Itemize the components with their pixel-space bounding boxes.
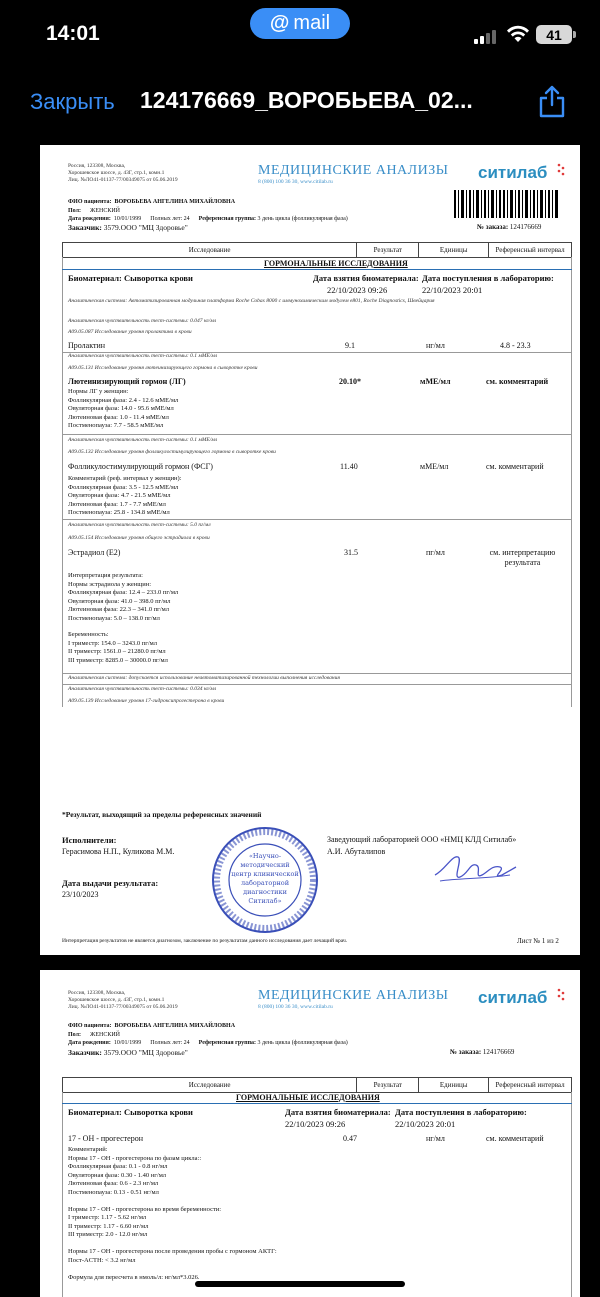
cellular-signal-icon (474, 28, 498, 44)
section-title: ГОРМОНАЛЬНЫЕ ИССЛЕДОВАНИЯ (264, 259, 408, 268)
status-bar (0, 0, 600, 70)
sheet-number: Лист № 1 из 2 (517, 937, 559, 945)
battery-level: 41 (546, 26, 562, 43)
e2-name: Эстрадиол (Е2) (68, 548, 121, 557)
at-sign-icon: @ (269, 12, 290, 34)
disclaimer: Интерпретация результатов не является диагнозом, заключение по результатам данного исследования дает лечащий врач. (62, 938, 348, 944)
issue-date: 23/10/2023 (62, 890, 99, 899)
footnote: *Результат, выходящий за пределы референсных значений (62, 810, 262, 819)
col-units: Единицы (419, 243, 489, 258)
sampling-date: 22/10/2023 09:26 (327, 285, 388, 295)
clock: 14:01 (46, 22, 100, 45)
code-lh: A09.05.131 Исследование уровня лютеинизирующего гормона в сыворотке крови (68, 365, 258, 371)
sampling-label: Дата взятия биоматериала: (285, 1107, 391, 1117)
lh-name: Лютеинизирующий гормон (ЛГ) (68, 377, 186, 386)
mail-app-pill[interactable] (250, 8, 350, 39)
lab-address: Россия, 123308, Москва, Хорошевское шоссе, д. 43Г, стр.1, комн.1 Лиц. №ЛО41-01137-77/00349075 от 05.06.2019 (68, 163, 178, 183)
brand-contacts: 8 (800) 100 36 30, www.citilab.ru (258, 1004, 333, 1010)
sensitivity-17oh: Аналитическая чувствительность тест-системы: 0.034 нг/мл (68, 686, 217, 692)
logo-dots-icon (556, 988, 566, 1002)
prl-ref: 4.8 - 23.3 (500, 341, 531, 350)
order-number: № заказа: 124176669 (477, 223, 542, 231)
e2-ref: см. интерпретацию результата (489, 548, 556, 567)
head-name: А.И. Абуталипов (327, 847, 386, 856)
results-table-header (62, 242, 572, 258)
customer-line: Заказчик: 3579.ООО "МЦ Здоровье" (68, 1048, 188, 1057)
svg-text:диагностики: диагностики (243, 888, 287, 896)
viewer-nav-bar (0, 70, 600, 135)
received-label: Дата поступления в лабораторию: (422, 273, 554, 283)
sensitivity-e2: Аналитическая чувствительность тест-системы: 5.0 пг/мл (68, 522, 211, 528)
sensitivity-lh: Аналитическая чувствительность тест-системы: 0.1 мМЕ/мл (68, 353, 218, 359)
close-button[interactable]: Закрыть (30, 89, 115, 114)
patient-info: ФИО пациента: ВОРОБЬЕВА АНГЕЛИНА МИХАЙЛОВНА Пол: ЖЕНСКИЙ Дата рождения: 10/01/1999 Полных лет: 24 Референсная группа: 3 день цикла (фолликулярная фаза) (68, 199, 348, 222)
e2-pregnancy: Беременность: I триместр: 154.0 – 3243.0 пг/мл II триместр: 1561.0 – 21280.0 пг/мл III триместр: 8285.0 – 30000.0 пг/мл (68, 631, 168, 664)
brand-title: МЕДИЦИНСКИЕ АНАЛИЗЫ (258, 163, 449, 178)
received-label: Дата поступления в лабораторию: (395, 1107, 527, 1117)
col-ref: Референсный интервал (489, 243, 572, 258)
executors-label: Исполнители: (62, 835, 117, 845)
customer-line: Заказчик: 3579.ООО "МЦ Здоровье" (68, 223, 188, 232)
home-indicator[interactable] (195, 1281, 405, 1287)
fsh-value: 11.40 (340, 462, 358, 471)
e2-norms: Интерпретация результата: Нормы эстрадиола у женщин: Фолликулярная фаза: 12.4 – 233.0 пг/мл Овуляторная фаза: 41.0 – 398.0 пг/мл Лютеиновая фаза: 22.3 – 341.0 пг/мл Постменопауза: 5.0 – 138.0 пг/мл (68, 572, 179, 622)
analytic-note: Аналитическая система: допускается использование неавтоматизированной технологии выполнения исследования (68, 675, 340, 681)
barcode-image (452, 190, 562, 218)
sampling-date: 22/10/2023 09:26 (285, 1119, 346, 1129)
svg-text:центр клинической: центр клинической (231, 870, 299, 878)
sensitivity-prl: Аналитическая чувствительность тест-системы: 0.047 нг/мл (68, 318, 217, 324)
oh-name: 17 - ОН - прогестерон (68, 1134, 143, 1143)
executors: Герасимова Н.П., Куликова М.М. (62, 847, 175, 856)
battery-icon (536, 25, 572, 44)
col-test: Исследование (63, 243, 357, 258)
section-title: ГОРМОНАЛЬНЫЕ ИССЛЕДОВАНИЯ (236, 1093, 380, 1102)
biomaterial: Биоматериал: Сыворотка крови (68, 1107, 193, 1117)
mail-pill-label: mail (293, 12, 331, 34)
results-table-header: Исследование Результат Единицы Референсный интервал (62, 1077, 572, 1093)
code-e2: A09.05.154 Исследование уровня общего эстрадиола в крови (68, 535, 210, 541)
lh-value: 20.10* (339, 377, 361, 386)
e2-units: пг/мл (426, 548, 445, 557)
received-date: 22/10/2023 20:01 (395, 1119, 456, 1129)
logo-dots-icon (556, 163, 566, 177)
patient-info: ФИО пациента: ВОРОБЬЕВА АНГЕЛИНА МИХАЙЛОВНА Пол: ЖЕНСКИЙ Дата рождения: 10/01/1999 Полных лет: 24 Референсная группа: 3 день цикла (фолликулярная фаза) (68, 1023, 348, 1046)
oh-notes: Комментарий: Нормы 17 - ОН - прогестерона по фазам цикла:: Фолликулярная фаза: 0.1 - 0.8 нг/мл Овуляторная фаза: 0.30 - 1.40 нг/мл Лютеиновая фаза: 0.6 - 2.3 нг/мл Постменопауза: 0.13 - 0.51 нг/мл Нормы 17 - ОН - прогестерона во время беременности: I триместр: 1.17 - 5.62 нг/мл II триместр: 1.17 - 6.60 нг/мл III триместр: 2.0 - 12.0 нг/мл Нормы 17 - ОН - прогестерона после проведения пробы с гормоном АКТГ: Пост-ACTH: < 3.2 нг/мл Формула для пересчета в нмоль/л: нг/мл*3.026. (68, 1146, 277, 1281)
prl-value: 9.1 (345, 341, 355, 350)
fsh-units: мМЕ/мл (420, 462, 449, 471)
received-date: 22/10/2023 20:01 (422, 285, 483, 295)
code-17oh: A09.05.139 Исследование уровня 17-гидроксипрогестерона в крови (68, 698, 225, 704)
svg-text:лабораторной: лабораторной (240, 879, 290, 887)
oh-units: нг/мл (426, 1134, 445, 1143)
lab-address: Россия, 123308, Москва, Хорошевское шоссе, д. 43Г, стр.1, комн.1 Лиц. №ЛО41-01137-77/00349075 от 05.06.2019 (68, 990, 178, 1010)
document-page-1 (40, 145, 580, 955)
lh-ref: см. комментарий (486, 377, 549, 386)
document-page-2 (40, 970, 580, 1297)
document-title: 124176669_ВОРОБЬЕВА_02... (140, 87, 473, 113)
share-icon[interactable] (537, 84, 567, 118)
order-number: № заказа: 124176669 (450, 1048, 515, 1056)
fsh-norms: Комментарий (реф. интервал у женщин): Фолликулярная фаза: 3.5 - 12.5 мМЕ/мл Овуляторная фаза: 4.7 - 21.5 мМЕ/мл Лютеиновая фаза: 1.7 - 7.7 мМЕ/мл Постменопауза: 25.8 - 134.8 мМЕ/мл (68, 475, 182, 516)
e2-value: 31.5 (344, 548, 358, 557)
citilab-logo: ситилаб (478, 988, 548, 1007)
brand-title: МЕДИЦИНСКИЕ АНАЛИЗЫ (258, 988, 449, 1003)
oh-value: 0.47 (343, 1134, 357, 1143)
citilab-logo: ситилаб (478, 163, 548, 182)
prl-units: нг/мл (426, 341, 445, 350)
laboratory-stamp-image (210, 825, 320, 935)
fsh-name: Фолликулостимулирующий гормон (ФСГ) (68, 462, 213, 471)
svg-text:Ситилаб»: Ситилаб» (248, 897, 282, 905)
biomaterial: Биоматериал: Сыворотка крови (68, 273, 193, 283)
lh-norms: Нормы ЛГ у женщин: Фолликулярная фаза: 2.4 - 12.6 мМЕ/мл Овуляторная фаза: 14.0 - 95.6 мМЕ/мл Лютеиновая фаза: 1.0 - 11.4 мМЕ/мл Постменопауза: 7.7 - 58.5 мМЕ/мл (68, 388, 179, 429)
svg-text:методический: методический (240, 861, 290, 869)
wifi-icon (506, 24, 530, 44)
code-fsh: A09.05.132 Исследование уровня фолликулостимулирующего гормона в сыворотке крови (68, 449, 276, 455)
col-result: Результат (357, 243, 419, 258)
oh-ref: см. комментарий (486, 1134, 544, 1143)
sensitivity-fsh: Аналитическая чувствительность тест-системы: 0.1 мМЕ/мл (68, 437, 218, 443)
analytic-system: Аналитическая система: Автоматизированная модульная платформа Roche Cobas 8000 с иммунохимическим модулем e801, Roche Diagnostics, Швейцария (68, 298, 435, 304)
sampling-label: Дата взятия биоматериала: (313, 273, 419, 283)
head-title: Заведующий лабораторией ООО «НМЦ КЛД Ситилаб» (327, 835, 517, 844)
svg-text:«Научно-: «Научно- (248, 852, 282, 860)
code-prl: A09.05.087 Исследование уровня пролактина в крови (68, 329, 192, 335)
lh-units: мМЕ/мл (420, 377, 451, 386)
prl-name: Пролактин (68, 341, 106, 350)
fsh-ref: см. комментарий (486, 462, 544, 471)
signature-image (430, 845, 520, 890)
issue-label: Дата выдачи результата: (62, 878, 159, 888)
brand-contacts: 8 (800) 100 36 30, www.citilab.ru (258, 179, 333, 185)
